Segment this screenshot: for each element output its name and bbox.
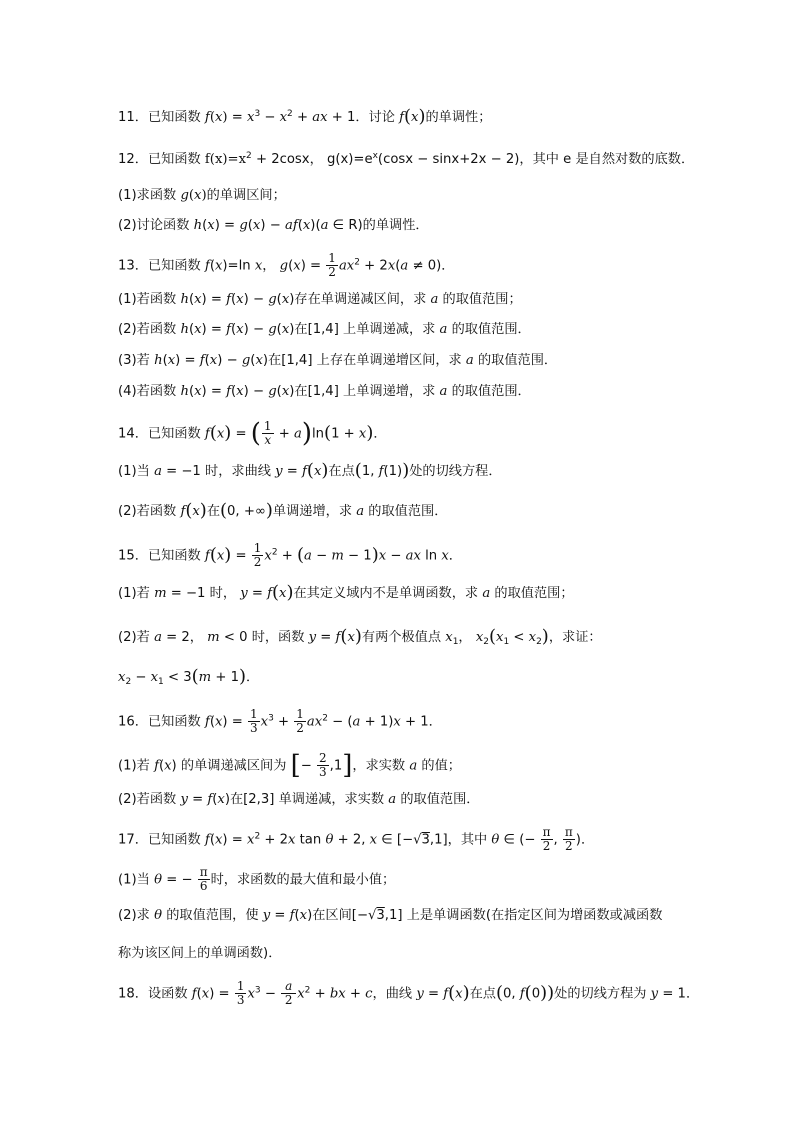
- problem-12-part-2: (2)讨论函数 h(x) = g(x) − af(x)(a ∈ R)的单调性．: [118, 218, 429, 233]
- problem-14-part-1: (1)当 a = −1 时，求曲线 y = f(x)在点(1, f(1))处的切线方程．: [118, 460, 502, 481]
- problem-17-part-2: (2)求 θ 的取值范围，使 y = f(x)在区间[−√3,1] 上是单调函数(在指定区间为增函数或减函数: [118, 908, 663, 923]
- problem-14-part-2: (2)若函数 f(x)在(0, +∞)单调递增，求 a 的取值范围．: [118, 500, 448, 521]
- problem-15-part-2: (2)若 a = 2， m < 0 时，函数 y = f(x)有两个极值点 $x_1$， $x_2(x_1 < x_2)$，求证：: [118, 626, 602, 647]
- problem-13-part-4: (4)若函数 h(x) = f(x) − g(x)在[1,4] 上单调递增，求 a 的取值范围．: [118, 384, 531, 399]
- problem-13-stem: 13．已知函数 f(x)=ln x， g(x) = $\frac{1}{2}$ $ax^2 + 2x(a \ne 0)$．: [118, 251, 455, 279]
- problem-12-part-1: (1)求函数 g(x)的单调区间；: [118, 188, 286, 203]
- problem-16-stem: 16．已知函数 f(x) = $\frac{1}{3}$ $x^3$ + $\frac{1}{2}$ $ax^2 - (a + 1)x + 1$．: [118, 707, 442, 735]
- problem-13-part-1: (1)若函数 h(x) = f(x) − g(x)存在单调递减区间，求 a 的取值范围；: [118, 292, 522, 307]
- problem-12-stem: 12．已知函数 $f(x)=x^2 + 2\cos x$， $g(x)=e^x(\cos x - \sin x+2x - 2)$，其中 e 是自然对数的底数．: [118, 151, 695, 167]
- problem-18-stem: 18．设函数 f(x) = $\frac{1}{3}$ $x^3$ − $\frac{a}{2}$ $x^2$ + bx + c，曲线 y = f(x)在点(0, f(0))处的切线方程为 y = 1．: [118, 979, 700, 1007]
- problem-17-part-1: (1)当 θ = − $\frac{\pi}{6}$ 时，求函数的最大值和最小值；: [118, 865, 396, 893]
- problem-17-stem: 17．已知函数 $f(x) = x^2 + 2x$ tan θ + 2, x ∈ [−√3,1]，其中 θ ∈ (− $\frac{\pi}{2}$ , $\frac{\pi}{2}$ )．: [118, 825, 595, 853]
- problem-15-part-2-inequality: $x_2 - x_1 < 3(m + 1)$．: [118, 666, 260, 687]
- problem-15-part-1: (1)若 m = −1 时， y = f(x)在其定义域内不是单调函数，求 a 的取值范围；: [118, 582, 574, 603]
- problem-13-part-3: (3)若 h(x) = f(x) − g(x)在[1,4] 上存在单调递增区间，求 a 的取值范围．: [118, 353, 558, 368]
- problem-15-stem: 15．已知函数 f(x) = $\frac{1}{2}$ $x^2 + (a - m - 1)x$ − ax ln x．: [118, 541, 462, 569]
- problem-13-part-2: (2)若函数 h(x) = f(x) − g(x)在[1,4] 上单调递减，求 a 的取值范围．: [118, 322, 531, 337]
- problem-16-part-1: (1)若 f(x) 的单调递减区间为 [− $\frac{2}{3}$ ,1]，求实数 a 的值；: [118, 750, 461, 781]
- problem-14-stem: 14．已知函数 f(x) = ( $\frac{1}{x}$ + a)ln(1 + x)．: [118, 418, 387, 449]
- problem-17-part-2-continued: 称为该区间上的单调函数)．: [118, 946, 282, 961]
- problem-11: 11．已知函数 $f(x) = x^3 - x^2$ + ax + 1．讨论 f(x)的单调性；: [118, 106, 492, 127]
- problem-16-part-2: (2)若函数 y = f(x)在[2,3] 单调递减，求实数 a 的取值范围．: [118, 792, 480, 807]
